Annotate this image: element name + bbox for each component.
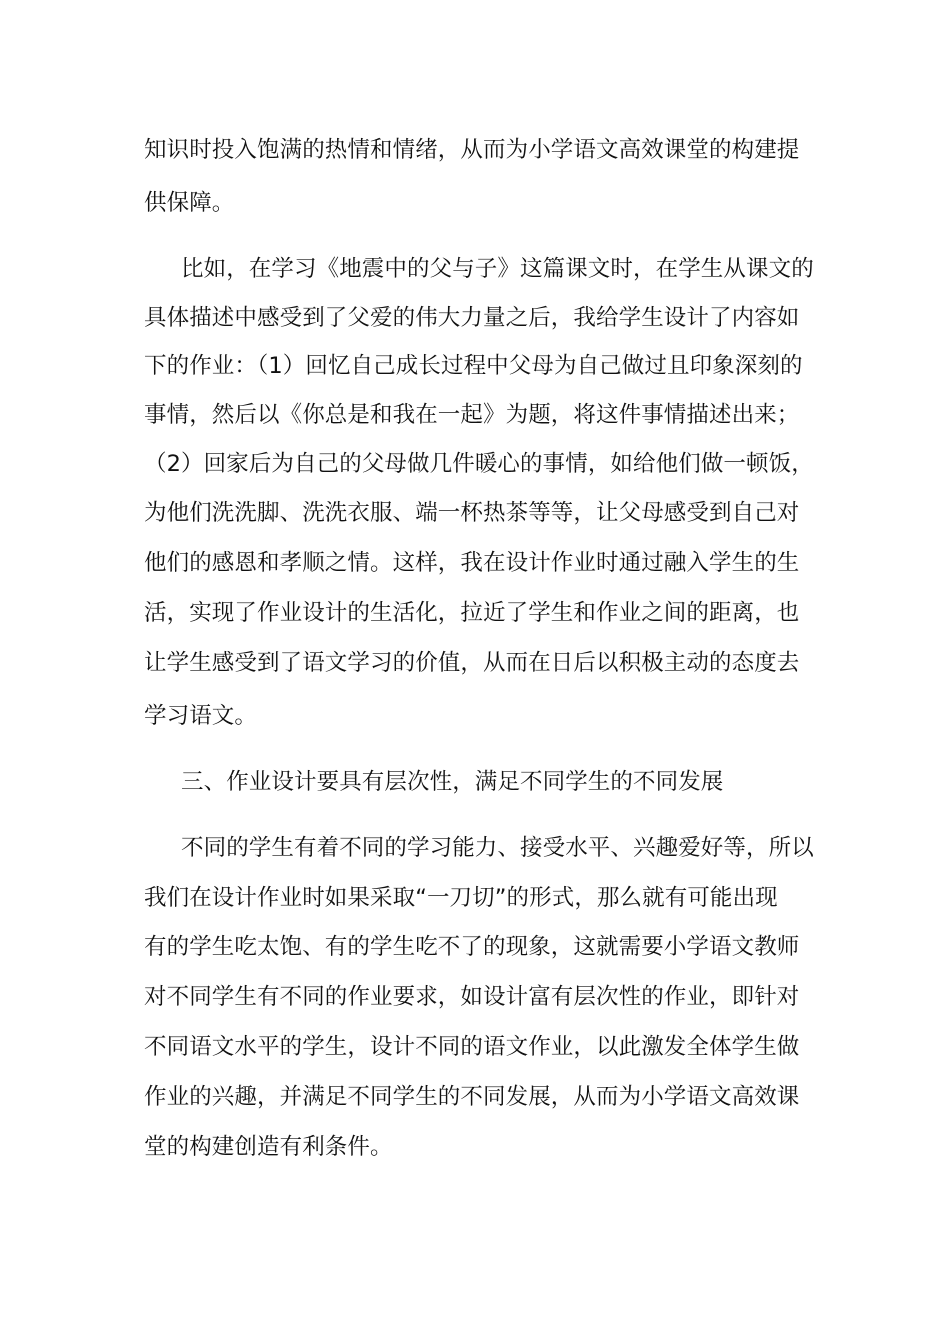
paragraph-first-line: 不同的学生有着不同的学习能力、接受水平、兴趣爱好等，所以 bbox=[181, 835, 814, 861]
text-line: 为他们洗洗脚、洗洗衣服、端一杯热茶等等，让父母感受到自己对 bbox=[144, 500, 800, 526]
text-line: 不同语文水平的学生，设计不同的语文作业，以此激发全体学生做 bbox=[144, 1034, 800, 1060]
text-line: 让学生感受到了语文学习的价值，从而在日后以积极主动的态度去 bbox=[144, 650, 800, 676]
text-line: 事情，然后以《你总是和我在一起》为题，将这件事情描述出来； bbox=[144, 402, 800, 428]
text-line: 有的学生吃太饱、有的学生吃不了的现象，这就需要小学语文教师 bbox=[144, 934, 800, 960]
text-line: 学习语文。 bbox=[144, 703, 258, 729]
text-line: （2）回家后为自己的父母做几件暖心的事情，如给他们做一顿饭， bbox=[144, 451, 814, 477]
paragraph-first-line: 比如，在学习《地震中的父与子》这篇课文时，在学生从课文的 bbox=[181, 256, 814, 282]
section-heading: 三、作业设计要具有层次性，满足不同学生的不同发展 bbox=[181, 769, 724, 795]
text-line: 对不同学生有不同的作业要求，如设计富有层次性的作业，即针对 bbox=[144, 984, 800, 1010]
text-line: 知识时投入饱满的热情和情绪，从而为小学语文高效课堂的构建提 bbox=[144, 137, 800, 163]
text-line: 活，实现了作业设计的生活化，拉近了学生和作业之间的距离，也 bbox=[144, 600, 800, 626]
text-line: 堂的构建创造有利条件。 bbox=[144, 1134, 393, 1160]
text-line: 供保障。 bbox=[144, 190, 235, 216]
text-line: 我们在设计作业时如果采取“一刀切”的形式，那么就有可能出现 bbox=[144, 885, 778, 911]
text-line: 他们的感恩和孝顺之情。这样，我在设计作业时通过融入学生的生 bbox=[144, 550, 800, 576]
text-line: 下的作业：（1）回忆自己成长过程中父母为自己做过且印象深刻的 bbox=[144, 353, 803, 379]
text-line: 具体描述中感受到了父爱的伟大力量之后，我给学生设计了内容如 bbox=[144, 305, 800, 331]
text-line: 作业的兴趣，并满足不同学生的不同发展，从而为小学语文高效课 bbox=[144, 1084, 800, 1110]
